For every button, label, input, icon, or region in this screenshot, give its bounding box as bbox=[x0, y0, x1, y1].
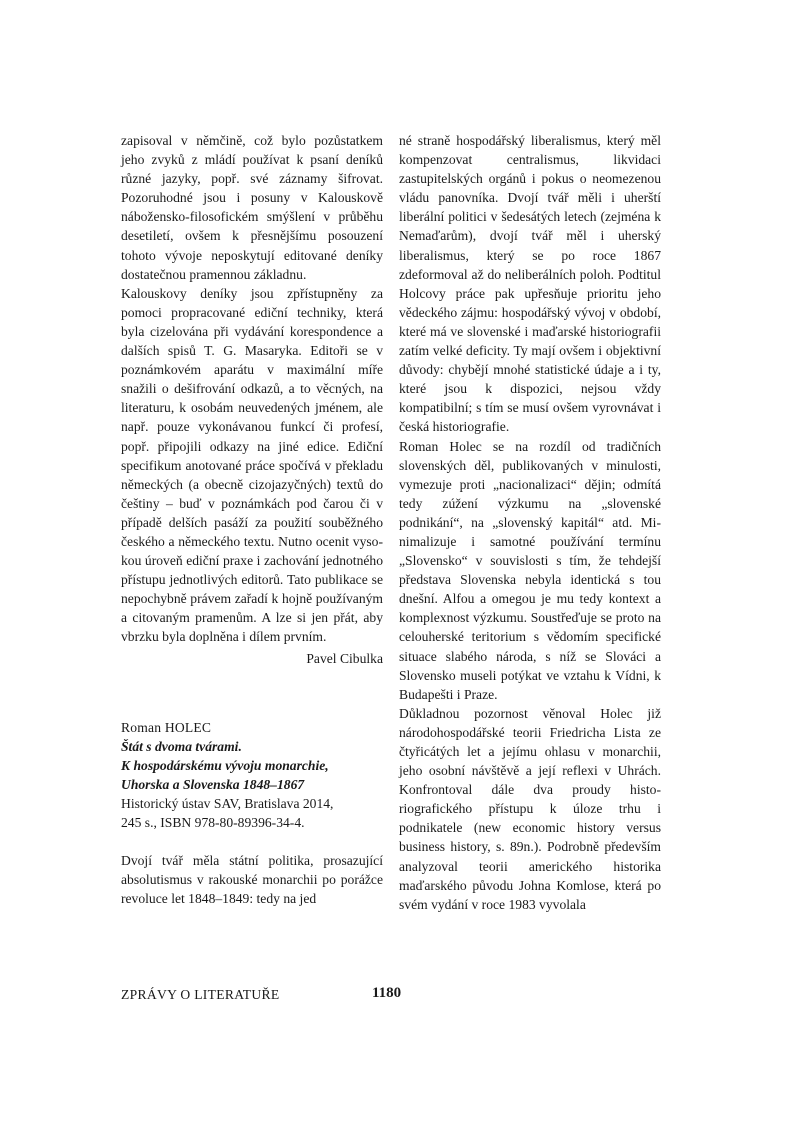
review-title-line: K hospodárskému vývoju monarchie, bbox=[121, 757, 329, 773]
paragraph: zapisoval v němčině, což bylo pozůstatkem jeho zvyků z mládí používat k psaní deníků různé jazyky, popř. své záznamy šifrovat. Pozoruhodné jsou i posuny v Kalouskově nábožensko-filosofickém smýšlení v průběhu desetiletí, ovšem k přesnějšímu posouzení tohoto vývoje neposkytují editované deníky dostatečnou pramennou základnu. bbox=[121, 133, 383, 282]
review-pages-isbn: 245 s., ISBN 978-80-89396-34-4. bbox=[121, 814, 305, 830]
paragraph: Roman Holec se na rozdíl od tradičních slovenských děl, publikovaných v minulosti, vymezuje proti „nacionalizaci“ dějin; odmítá tedy zúžení výzkumu na „slovenské podnikání“, na „slovenský kapitál“ atd. Minimalizuje i samotné používání termínu „Slovensko“ v souvislosti s tím, že tehdejší představa Slovenska nebyla identická s tou dnešní. Alfou a omegou je mu tedy kontext a komplexnost výzkumu. Soustřeďuje se proto na celouherské teritorium s vědomím specifické situace slabého národa, s níž se Slováci a Slovensko museli potýkat ve vztahu k Vídni, k Budapešti i Praze. bbox=[399, 438, 661, 702]
page-number: 1180 bbox=[372, 985, 402, 1001]
left-column bbox=[121, 131, 383, 908]
paragraph: né straně hospodářský liberalismus, který měl kompenzovat centralismus, likvidaci zastupitelských orgánů i pokus o neomezenou vládu panovníka. Dvojí tvář měli i uherští liberální politici v šedesátých letech (zejména k Nemaďarům), dvojí tvář měl i uherský liberalismus, který se po roce 1867 zdeformoval až do neliberálních poloh. Podtitul Holcovy práce pak upřesňuje prioritu jeho vědeckého zájmu: hospodářský vývoj v období, které má ve slovenské i maďarské historiografii zatím velké deficity. Ty mají ovšem i objektivní důvody: chybějí mnohé statistické údaje a i ty, které jsou k dispozici, nejsou vždy kompatibilní; s tím se musí ovšem vyrovnávat i česká historiografie. bbox=[399, 133, 661, 435]
right-column bbox=[399, 131, 661, 914]
review-title-line: Uhorska a Slovenska 1848–1867 bbox=[121, 776, 305, 792]
review-author: Roman HOLEC bbox=[121, 719, 212, 735]
paragraph: Kalouskovy deníky jsou zpřístupněny za pomoci propracované ediční techniky, která byla cizelována při vydávání korespondence a dalších spisů T. G. Masaryka. Editoři se v poznámkovém aparátu v maximální míře snažili o dešifrování odkazů, a to věcných, na literaturu, k osobám neuvedených jménem, ale např. pouze vykonávanou funkcí či profesí, popř. připojili odkazy na jiné edice. Ediční specifikum anotované práce spočívá v překladu německých (a obecně cizojazyčných) textů do češtiny – buď v poznámkách pod čarou či v případě delších pasáží za použití souběžného českého a německého textu. Nutno ocenit vysokou úroveň ediční praxe i zachování jednotného přístupu jednotlivých editorů. Tato publikace se nepochybně právem zařadí k hojně používaným a citovaným pramenům. A lze si jen přát, aby vbrzku byla doplněna i dílem prvním. bbox=[121, 285, 383, 645]
review-bibliography bbox=[121, 718, 383, 832]
paragraph: Důkladnou pozornost věnoval Holec již národohospodářské teorii Friedricha Lista ze čtyřicátých let a jejímu ohlasu v monarchii, jeho osobní návštěvě a její reflexi v Uhrách. Konfrontoval dále dva proudy historiografického přístupu k úloze trhu i podnikatele (new economic history versus business history, s. 89n.). Podrobně především analyzoval teorii amerického historika maďarského původu Johna Komlose, která po svém vydání v roce 1983 vyvolala bbox=[399, 705, 661, 912]
running-footer-section: ZPRÁVY O LITERATUŘE bbox=[121, 987, 280, 1002]
review-opening-paragraph: Dvojí tvář měla státní politika, prosazující absolutismus v rakouské monarchii po porážce revoluce let 1848–1849: tedy na jed bbox=[121, 852, 383, 906]
review-title-line: Štát s dvoma tvárami. bbox=[121, 738, 242, 754]
review-publisher: Historický ústav SAV, Bratislava 2014, bbox=[121, 795, 334, 811]
review-signature: Pavel Cibulka bbox=[306, 650, 383, 666]
